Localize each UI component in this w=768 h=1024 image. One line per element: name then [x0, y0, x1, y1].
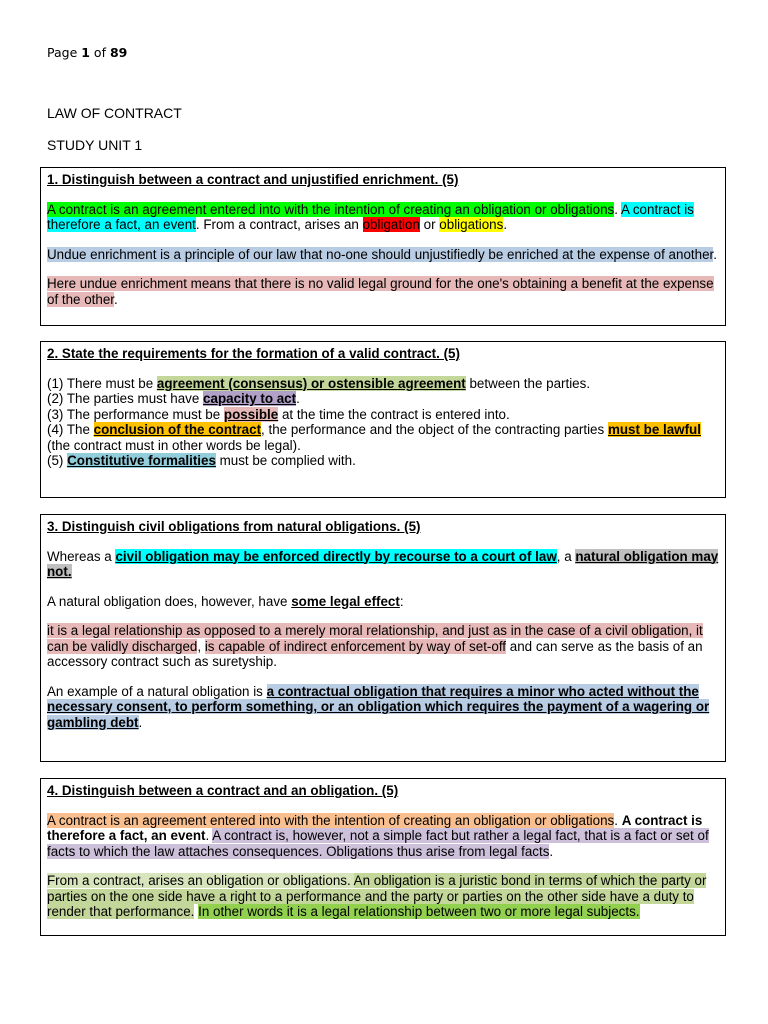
question-4-heading: 4. Distinguish between a contract and an obligation. (5) — [47, 783, 399, 798]
q3-p3-relationship: it is a legal relationship as opposed to a merely moral relationship, and just as in the case of a civil obligation, it can be validly discharged — [47, 623, 703, 654]
q1-p1-definition: A contract is an agreement entered into with the intention of creating an obligation or obligations — [47, 201, 615, 217]
q2-r1-suffix: between the parties. — [465, 375, 591, 391]
q1-p1-sep: . — [614, 201, 621, 217]
question-box-2 — [40, 341, 726, 498]
q4-p1-legal-fact: A contract is, however, not a simple fact but rather a legal fact, that is a fact or set of facts to which the law attaches consequences. Obligations thus arise from legal facts — [47, 828, 709, 859]
q1-p1-obligation: obligation — [362, 217, 420, 232]
page-of: of — [89, 45, 110, 60]
q1-paragraph-1 — [47, 202, 719, 233]
q1-p1-end: . — [503, 217, 508, 232]
q2-r5-prefix: (5) — [47, 453, 68, 468]
q1-p1-fact: A contract is therefore a fact, an event — [47, 201, 694, 232]
q3-p4-prefix: An example of a natural obligation is — [47, 683, 267, 699]
q3-p1-prefix: Whereas a — [47, 548, 116, 564]
q1-paragraph-2 — [47, 247, 719, 263]
q2-r4-key: conclusion of the contract — [93, 422, 262, 437]
q2-requirement-5 — [47, 453, 719, 469]
q4-p1-definition: A contract is an agreement entered into with the intention of creating an obligation or obligations — [47, 812, 615, 828]
q1-p3-meaning: Here undue enrichment means that there is no valid legal ground for the one's obtaining a benefit at the expense of the other — [47, 276, 714, 307]
page-number — [47, 45, 127, 60]
q2-r5-key: Constitutive formalities — [67, 453, 216, 468]
q3-p4-example: a contractual obligation that requires a minor who acted without the necessary consent, to perform something, or an obligation which requires the payment of a wagering or gambling debt — [47, 683, 710, 730]
q2-r4-lawful: must be lawful — [607, 422, 701, 437]
page-total: 89 — [109, 45, 128, 60]
q4-paragraph-1 — [47, 813, 719, 860]
q1-p2-enrichment: Undue enrichment is a principle of our law that no-one should unjustifiedly be enriched at the expense of another — [47, 246, 714, 262]
question-3-heading: 3. Distinguish civil obligations from natural obligations. (5) — [47, 519, 421, 534]
page-current: 1 — [81, 45, 90, 60]
document-subtitle: STUDY UNIT 1 — [47, 137, 143, 153]
q2-r2-key: capacity to act — [203, 391, 297, 406]
q2-r5-suffix: must be complied with. — [215, 453, 356, 468]
q3-p2-end: : — [399, 593, 404, 609]
q3-p1-sep: , a — [556, 548, 576, 564]
q4-p2-juristic-bond: An obligation is a juristic bond in terms of which the party or parties on the one side have a right to a performance and the party or parties on the other side have a duty to render that performance. — [47, 873, 707, 919]
q2-r3-prefix: (3) The performance must be — [47, 406, 224, 422]
q3-p1-civil: civil obligation may be enforced directly by recourse to a court of law — [115, 548, 557, 564]
q1-p1-or: or — [419, 217, 440, 232]
q2-r3-key: possible — [223, 406, 279, 422]
q3-p1-natural: natural obligation may not. — [47, 548, 719, 579]
q2-r1-key: agreement (consensus) or ostensible agreement — [156, 375, 466, 391]
q2-requirement-2 — [47, 391, 719, 407]
q2-r3-suffix: at the time the contract is entered into. — [278, 406, 510, 422]
q2-requirement-4 — [47, 422, 719, 453]
document-title: LAW OF CONTRACT — [47, 105, 182, 121]
q2-r4-mid: , the performance and the object of the contracting parties — [261, 422, 608, 437]
q4-p2-relationship: In other words it is a legal relationship between two or more legal subjects. — [198, 904, 640, 919]
q3-p2-prefix: A natural obligation does, however, have — [47, 593, 292, 609]
q3-paragraph-4 — [47, 684, 719, 731]
q4-p1-sep: . — [614, 812, 622, 828]
question-2-heading: 2. State the requirements for the formation of a valid contract. (5) — [47, 346, 460, 361]
q1-paragraph-3 — [47, 276, 719, 307]
q4-p1-end: . — [549, 843, 554, 859]
q2-r2-prefix: (2) The parties must have — [47, 391, 204, 406]
q4-p2-arises: From a contract, arises an obligation or obligations. — [47, 873, 354, 888]
q2-r4-prefix: (4) The — [47, 422, 94, 437]
question-box-4 — [40, 778, 726, 936]
question-box-1 — [40, 167, 726, 326]
page-prefix: Page — [47, 45, 82, 60]
question-1-heading: 1. Distinguish between a contract and unjustified enrichment. (5) — [47, 172, 459, 187]
question-box-3 — [40, 514, 726, 762]
q3-p3-sep: , — [197, 638, 205, 654]
q3-p2-effect: some legal effect — [291, 593, 400, 609]
q4-p1-sep2: . — [205, 828, 213, 843]
q3-p3-suffix: and can serve as the basis of an accessory contract such as suretyship. — [47, 638, 703, 669]
q1-p1-obligations: obligations — [439, 217, 504, 232]
q1-p2-end: . — [713, 246, 717, 262]
q2-requirement-3 — [47, 407, 719, 423]
q2-requirement-1 — [47, 376, 719, 392]
q3-p3-setoff: is capable of indirect enforcement by way of set-off — [204, 638, 507, 654]
q2-r1-prefix: (1) There must be — [47, 375, 157, 391]
q2-r2-suffix: . — [296, 391, 300, 406]
q2-requirements-list — [47, 376, 719, 469]
q3-paragraph-1 — [47, 549, 719, 580]
q3-paragraph-3 — [47, 623, 719, 670]
q3-p4-end: . — [138, 714, 143, 730]
q4-paragraph-2 — [47, 873, 719, 920]
q2-r4-suffix: (the contract must in other words be legal). — [47, 437, 301, 453]
q1-p1-text: . From a contract, arises an — [195, 217, 363, 232]
q4-p1-fact: A contract is therefore a fact, an event — [47, 812, 703, 843]
q3-paragraph-2 — [47, 594, 719, 610]
q1-p3-end: . — [114, 291, 118, 307]
